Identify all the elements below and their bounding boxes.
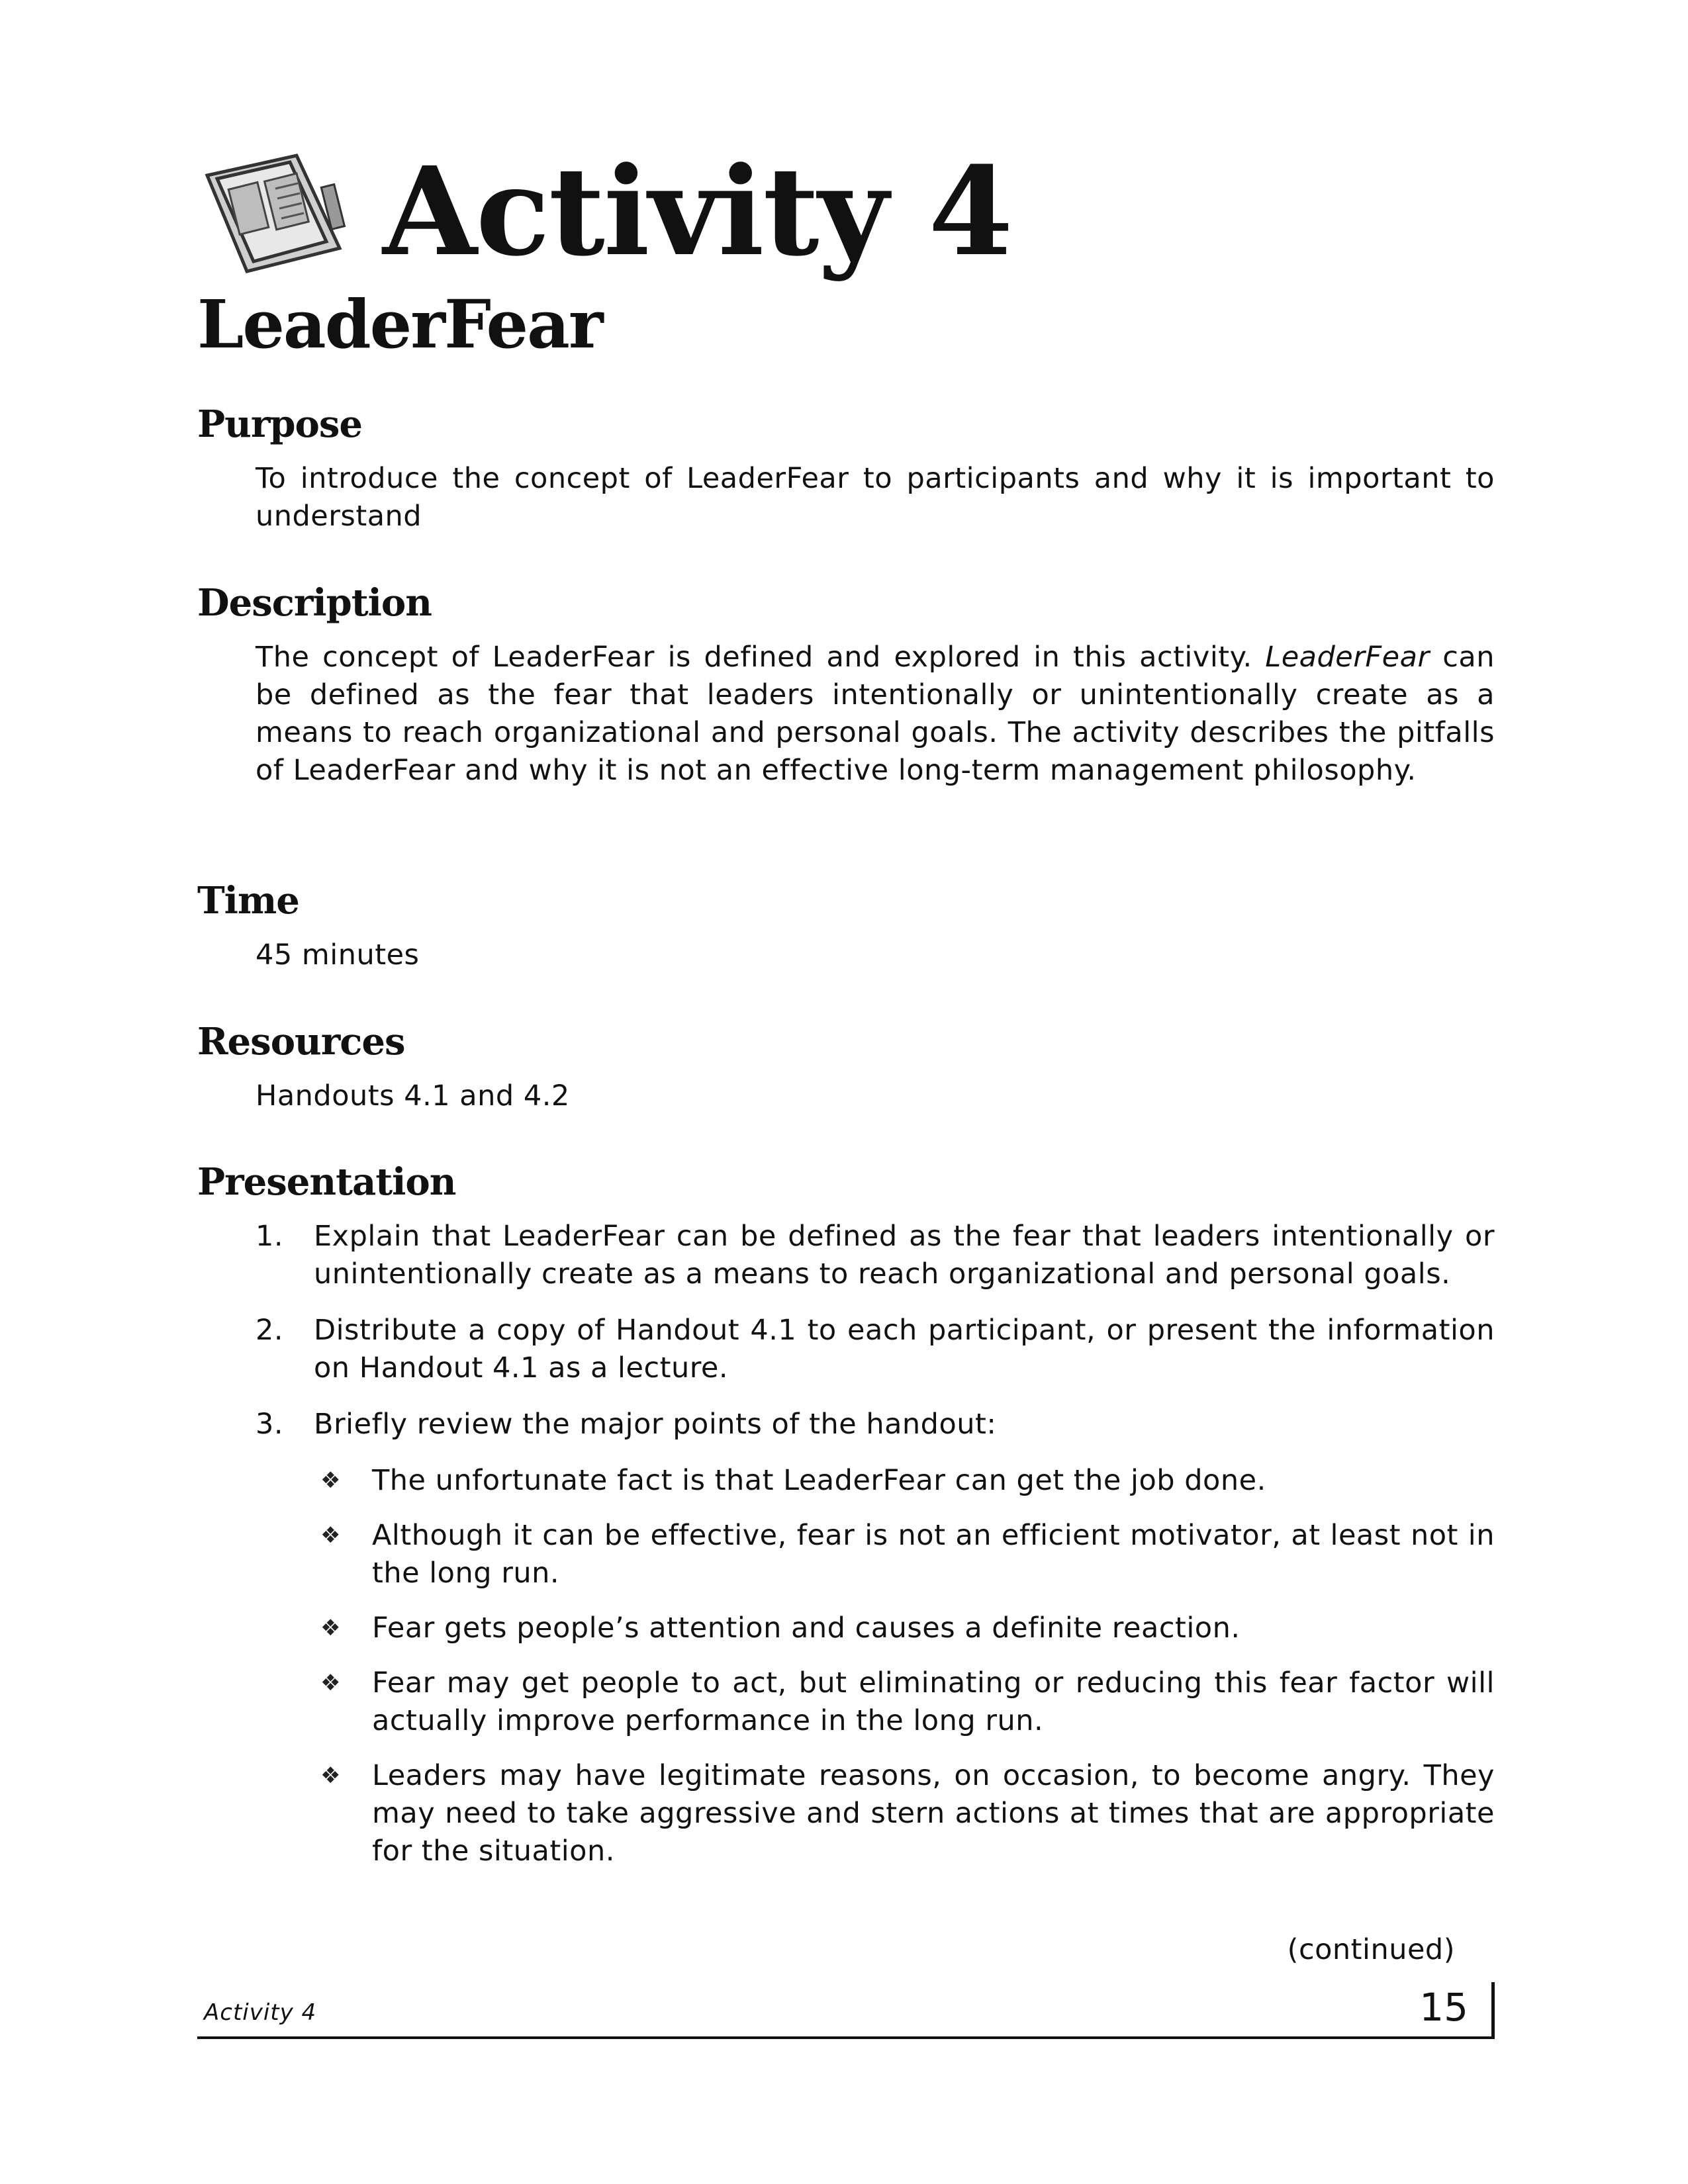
- step-number: 3.: [256, 1408, 284, 1441]
- list-item: [256, 1406, 1495, 1443]
- list-item: [314, 1462, 1495, 1500]
- step-number: 2.: [256, 1314, 284, 1347]
- bullet-text: Fear gets people’s attention and causes a definite reaction.: [372, 1612, 1241, 1645]
- step-text: Distribute a copy of Handout 4.1 to each participant, or present the information on Handout 4.1 as a lecture.: [314, 1314, 1495, 1385]
- page-number: 15: [1419, 1985, 1468, 2030]
- handout-points: [314, 1462, 1495, 1870]
- presentation-steps: [256, 1218, 1495, 1443]
- description-text-rest: can be defined as the fear that leaders intentionally or unintentionally create as a means to reach organizational and personal goals. The activity describes the pitfalls of LeaderFear and why it is not an effective long-term management philosophy.: [256, 641, 1495, 787]
- description-heading: Description: [197, 581, 432, 625]
- page-footer: [197, 1982, 1495, 2042]
- list-item: [314, 1517, 1495, 1592]
- time-text: 45 minutes: [256, 938, 420, 972]
- description-text: [256, 639, 1495, 790]
- purpose-text: To introduce the concept of LeaderFear to participants and why it is important to understand: [256, 462, 1495, 533]
- diamond-bullet-icon: ❖: [320, 1615, 341, 1641]
- activity-header: [197, 142, 1455, 281]
- activity-title: Activity 4: [383, 140, 1012, 283]
- resources-section: [197, 1018, 1495, 1115]
- bullet-text: Fear may get people to act, but eliminating or reducing this fear factor will actually improve performance in the long run.: [372, 1666, 1495, 1737]
- page-subtitle: LeaderFear: [197, 285, 602, 363]
- bullet-text: Although it can be effective, fear is not an efficient motivator, at least not in the long run.: [372, 1519, 1495, 1590]
- purpose-heading: Purpose: [197, 402, 362, 446]
- continued-note: (continued): [1287, 1933, 1455, 1966]
- purpose-section: [197, 400, 1495, 535]
- time-heading: Time: [197, 879, 299, 923]
- presentation-section: [197, 1158, 1495, 1888]
- diamond-bullet-icon: ❖: [320, 1670, 341, 1696]
- bullet-text: The unfortunate fact is that LeaderFear can get the job done.: [372, 1464, 1266, 1497]
- list-item: [314, 1664, 1495, 1740]
- diamond-bullet-icon: ❖: [320, 1762, 341, 1789]
- resources-heading: Resources: [197, 1020, 405, 1064]
- list-item: [256, 1218, 1495, 1293]
- list-item: [256, 1312, 1495, 1387]
- step-number: 1.: [256, 1220, 284, 1253]
- description-section: [197, 579, 1495, 790]
- description-term: LeaderFear: [1265, 641, 1430, 674]
- open-book-icon: [197, 149, 346, 275]
- diamond-bullet-icon: ❖: [320, 1467, 341, 1494]
- diamond-bullet-icon: ❖: [320, 1522, 341, 1549]
- footer-rule: [197, 2036, 1495, 2039]
- list-item: [314, 1757, 1495, 1870]
- step-text: Explain that LeaderFear can be defined as the fear that leaders intentionally or unintentionally create as a means to reach organizational and personal goals.: [314, 1220, 1495, 1291]
- footer-vertical-rule: [1491, 1982, 1495, 2039]
- presentation-heading: Presentation: [197, 1160, 456, 1204]
- step-text: Briefly review the major points of the handout:: [314, 1408, 997, 1441]
- time-section: [197, 877, 1495, 974]
- description-text-lead: The concept of LeaderFear is defined and explored in this activity.: [256, 641, 1266, 674]
- list-item: [314, 1610, 1495, 1647]
- resources-text: Handouts 4.1 and 4.2: [256, 1079, 570, 1113]
- footer-label: Activity 4: [204, 1999, 317, 2026]
- bullet-text: Leaders may have legitimate reasons, on occasion, to become angry. They may need to take aggressive and stern actions at times that are appropriate for the situation.: [372, 1759, 1495, 1868]
